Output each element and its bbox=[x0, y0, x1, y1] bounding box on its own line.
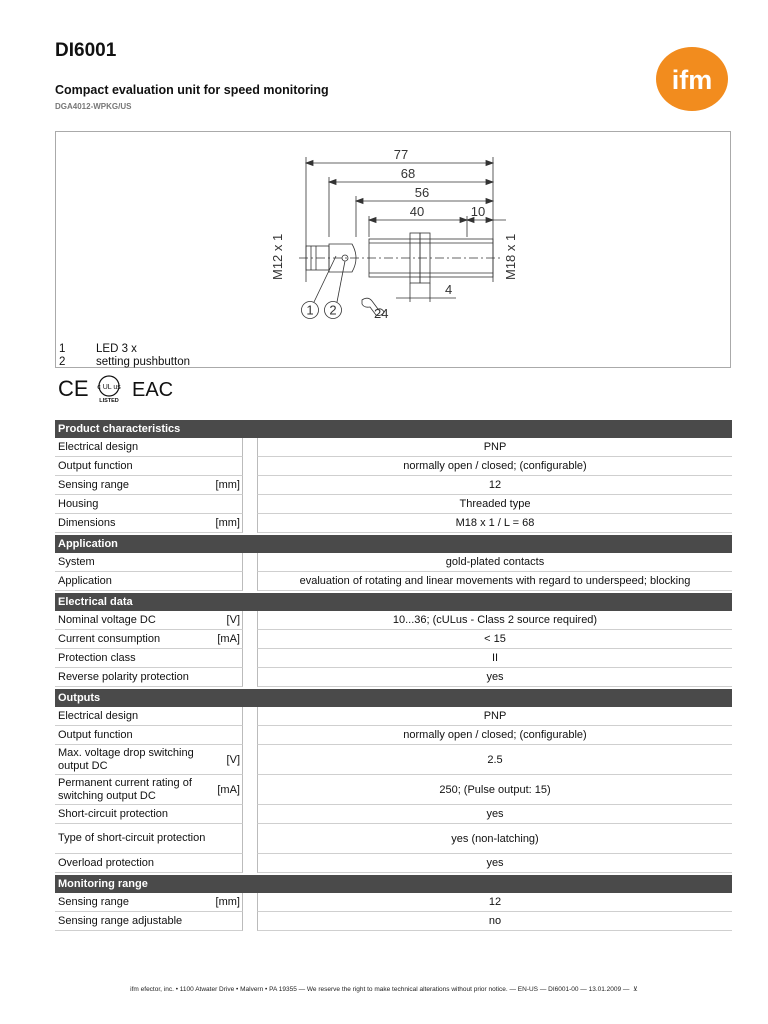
spec-unit bbox=[207, 707, 243, 726]
spec-unit: [mm] bbox=[207, 476, 243, 495]
product-title: DI6001 bbox=[55, 40, 117, 61]
dim-text-4: 4 bbox=[445, 282, 453, 297]
spec-label: Output function bbox=[55, 457, 207, 476]
footer-text: ifm efector, inc. • 1100 Atwater Drive • Malvern • PA 19355 — We reserve the right to make technical alterations without prior notice. — EN-US — DI6001-00 — 13.01.2009 — bbox=[130, 986, 630, 993]
spec-unit bbox=[207, 438, 243, 457]
spec-row bbox=[55, 824, 732, 854]
spec-row bbox=[55, 572, 732, 591]
legend-text: LED 3 x bbox=[96, 343, 137, 355]
spec-label: Output function bbox=[55, 726, 207, 745]
callout-leader bbox=[337, 261, 345, 302]
spec-label: Protection class bbox=[55, 649, 207, 668]
legend-text: setting pushbutton bbox=[96, 356, 190, 368]
legend-number: 2 bbox=[59, 356, 66, 368]
spec-row bbox=[55, 514, 732, 533]
section-header: Outputs bbox=[55, 689, 732, 707]
spec-label: Housing bbox=[55, 495, 207, 514]
spec-label: Type of short-circuit protection bbox=[55, 824, 207, 854]
spec-unit bbox=[207, 553, 243, 572]
spec-value: yes (non-latching) bbox=[257, 824, 732, 854]
spec-unit bbox=[207, 649, 243, 668]
spec-value: < 15 bbox=[257, 630, 732, 649]
spec-value: PNP bbox=[257, 438, 732, 457]
page-footer bbox=[0, 985, 768, 993]
spec-value: II bbox=[257, 649, 732, 668]
spec-row bbox=[55, 630, 732, 649]
spec-value: yes bbox=[257, 854, 732, 873]
spec-label: Sensing range bbox=[55, 476, 207, 495]
ifm-logo bbox=[654, 45, 730, 113]
spec-unit bbox=[207, 726, 243, 745]
spec-label: Application bbox=[55, 572, 207, 591]
spec-row bbox=[55, 438, 732, 457]
dim-text-77: 77 bbox=[393, 147, 409, 162]
spec-value: 12 bbox=[257, 893, 732, 912]
spec-label: Sensing range bbox=[55, 893, 207, 912]
dim-text-56: 56 bbox=[414, 185, 430, 200]
spec-row bbox=[55, 495, 732, 514]
spec-unit bbox=[207, 805, 243, 824]
cul-mark: c UL us bbox=[97, 384, 121, 391]
spec-value: 2.5 bbox=[257, 745, 732, 775]
spec-value: Threaded type bbox=[257, 495, 732, 514]
spec-row bbox=[55, 893, 732, 912]
spec-value: gold-plated contacts bbox=[257, 553, 732, 572]
spec-unit bbox=[207, 854, 243, 873]
spec-row bbox=[55, 726, 732, 745]
dimension-drawing-svg bbox=[56, 132, 730, 367]
callout-2-text: 2 bbox=[329, 302, 337, 318]
product-subtitle: Compact evaluation unit for speed monitoring bbox=[55, 83, 329, 97]
spec-label: Reverse polarity protection bbox=[55, 668, 207, 687]
spec-unit bbox=[207, 912, 243, 931]
article-code: DGA4012-WPKG/US bbox=[55, 102, 132, 111]
section-header: Monitoring range bbox=[55, 875, 732, 893]
spec-row bbox=[55, 745, 732, 775]
spec-row bbox=[55, 668, 732, 687]
spec-value: yes bbox=[257, 805, 732, 824]
spec-label: Current consumption bbox=[55, 630, 207, 649]
spec-row bbox=[55, 457, 732, 476]
spec-unit bbox=[207, 668, 243, 687]
spec-row bbox=[55, 775, 732, 805]
spec-unit: [V] bbox=[207, 611, 243, 630]
spec-unit bbox=[207, 457, 243, 476]
spec-row bbox=[55, 611, 732, 630]
spec-value: normally open / closed; (configurable) bbox=[257, 726, 732, 745]
spec-unit bbox=[207, 572, 243, 591]
legend-item bbox=[59, 356, 190, 369]
footer-mark-icon: ⊻ bbox=[631, 986, 638, 993]
drawing-legend bbox=[59, 343, 190, 369]
spec-row bbox=[55, 553, 732, 572]
spec-value: M18 x 1 / L = 68 bbox=[257, 514, 732, 533]
logo-text: ifm bbox=[671, 65, 713, 95]
dim-arrows bbox=[306, 161, 493, 223]
spec-value: PNP bbox=[257, 707, 732, 726]
spec-unit: [mm] bbox=[207, 514, 243, 533]
spec-value: normally open / closed; (configurable) bbox=[257, 457, 732, 476]
spec-label: Nominal voltage DC bbox=[55, 611, 207, 630]
spec-row bbox=[55, 707, 732, 726]
spec-unit bbox=[207, 824, 243, 854]
section-header: Product characteristics bbox=[55, 420, 732, 438]
wrench-size: 24 bbox=[374, 306, 389, 321]
eac-mark: EAC bbox=[132, 379, 174, 401]
spec-unit: [mA] bbox=[207, 630, 243, 649]
spec-row bbox=[55, 912, 732, 931]
section-header: Electrical data bbox=[55, 593, 732, 611]
dim-text-68: 68 bbox=[400, 166, 416, 181]
certification-marks bbox=[58, 374, 178, 404]
spec-value: yes bbox=[257, 668, 732, 687]
dim-text-40: 40 bbox=[409, 204, 425, 219]
thread-label-m18: M18 x 1 bbox=[503, 233, 518, 280]
legend-item bbox=[59, 343, 190, 356]
spec-unit bbox=[207, 495, 243, 514]
spec-row bbox=[55, 476, 732, 495]
spec-unit: [V] bbox=[207, 745, 243, 775]
spec-row bbox=[55, 805, 732, 824]
spec-row bbox=[55, 854, 732, 873]
spec-label: Sensing range adjustable bbox=[55, 912, 207, 931]
dim-text-10: 10 bbox=[470, 204, 486, 219]
spec-value: 250; (Pulse output: 15) bbox=[257, 775, 732, 805]
specification-table bbox=[55, 420, 732, 931]
spec-label: Short-circuit protection bbox=[55, 805, 207, 824]
spec-label: Max. voltage drop switching output DC bbox=[55, 745, 207, 775]
spec-unit: [mm] bbox=[207, 893, 243, 912]
ce-mark: CE bbox=[58, 376, 89, 401]
listed-label: LISTED bbox=[99, 398, 119, 404]
spec-label: Dimensions bbox=[55, 514, 207, 533]
spec-label: System bbox=[55, 553, 207, 572]
callout-1-text: 1 bbox=[306, 302, 314, 318]
dimension-drawing bbox=[55, 131, 731, 368]
spec-value: 10...36; (cULus - Class 2 source required) bbox=[257, 611, 732, 630]
spec-label: Electrical design bbox=[55, 707, 207, 726]
callout-leader bbox=[314, 256, 336, 302]
section-header: Application bbox=[55, 535, 732, 553]
spec-label: Overload protection bbox=[55, 854, 207, 873]
legend-number: 1 bbox=[59, 343, 66, 355]
spec-label: Permanent current rating of switching output DC bbox=[55, 775, 207, 805]
spec-value: no bbox=[257, 912, 732, 931]
spec-value: 12 bbox=[257, 476, 732, 495]
spec-row bbox=[55, 649, 732, 668]
spec-value: evaluation of rotating and linear movements with regard to underspeed; blocking bbox=[257, 572, 732, 591]
spec-label: Electrical design bbox=[55, 438, 207, 457]
thread-label-m12: M12 x 1 bbox=[270, 233, 285, 280]
spec-unit: [mA] bbox=[207, 775, 243, 805]
